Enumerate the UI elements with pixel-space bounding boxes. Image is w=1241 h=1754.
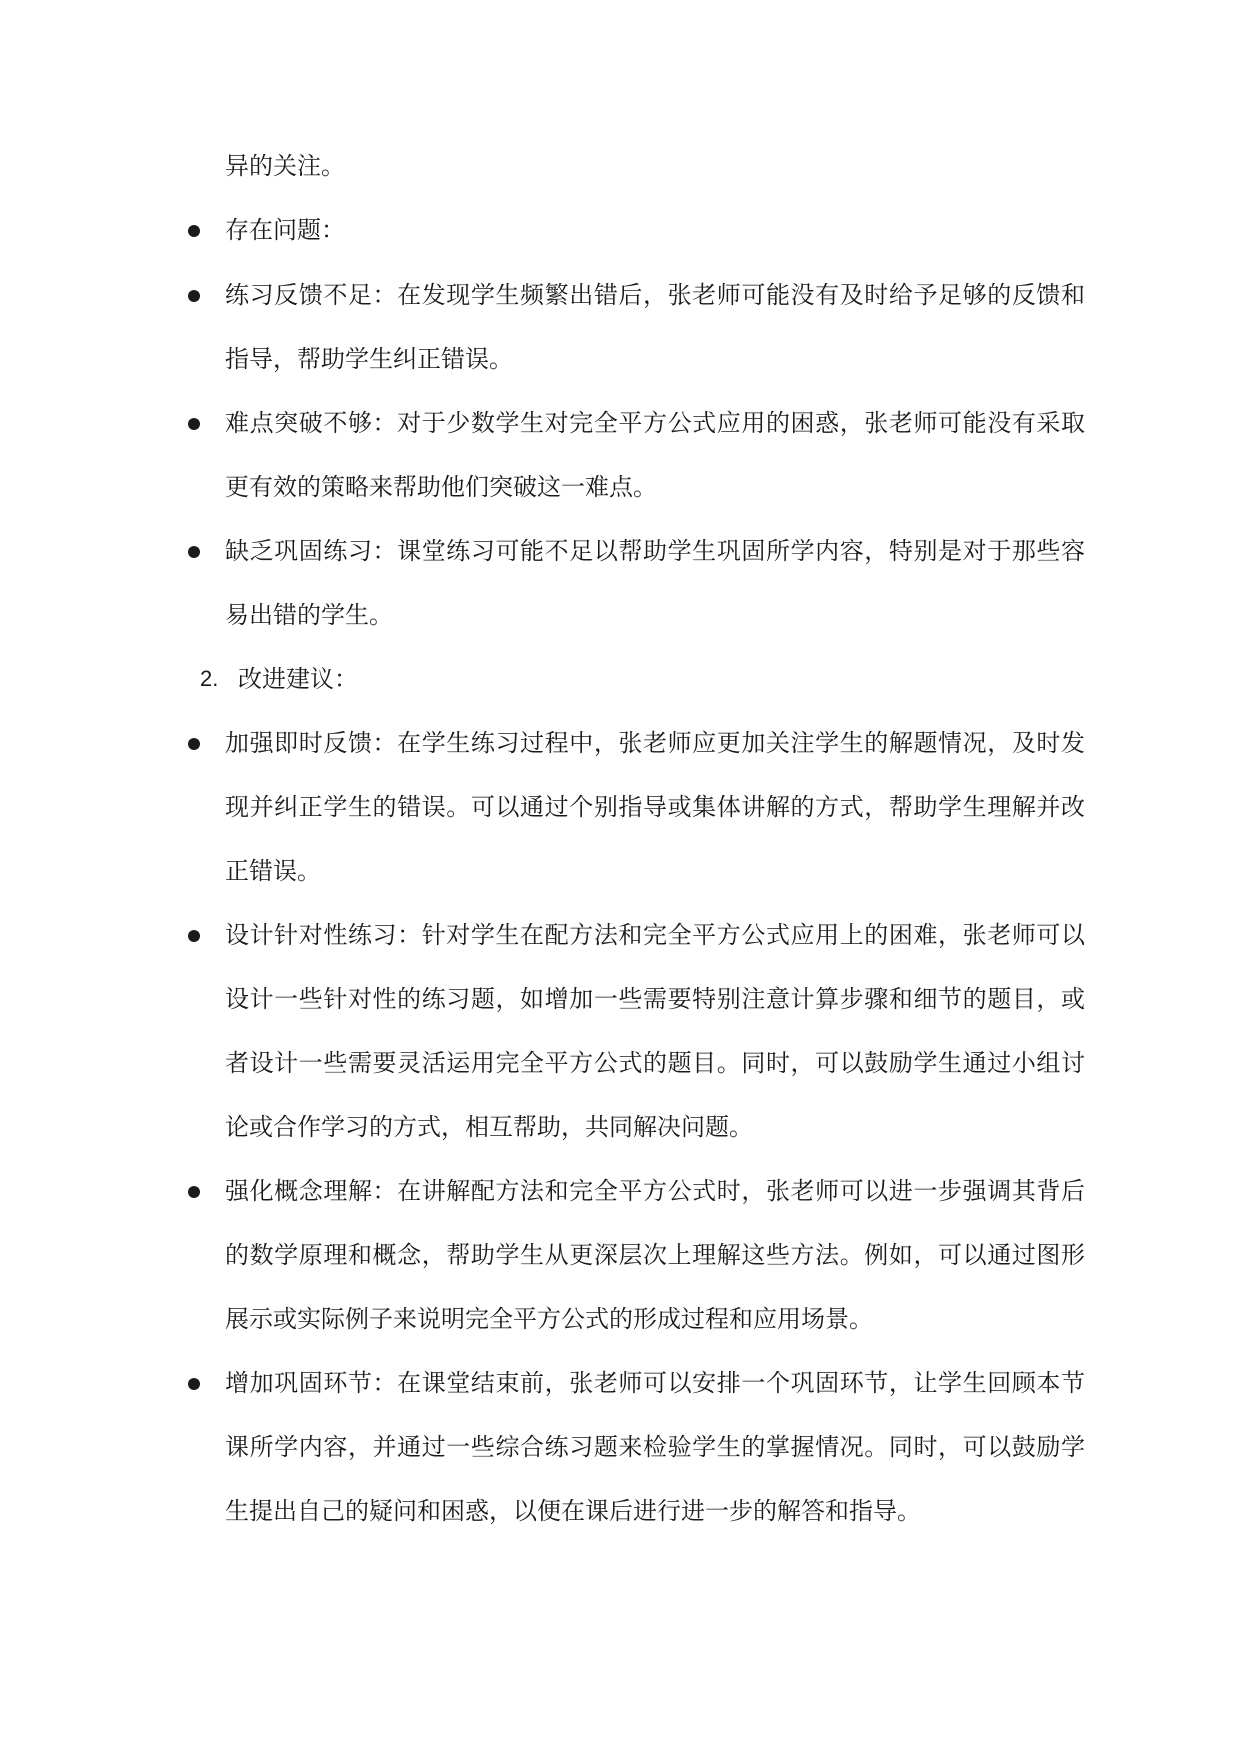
suggestion-4-line-2: 课所学内容，并通过一些综合练习题来检验学生的掌握情况。同时，可以鼓励学 bbox=[225, 1433, 1085, 1461]
bullet-icon bbox=[188, 930, 200, 942]
bullet-icon bbox=[188, 290, 200, 302]
bullet-icon bbox=[188, 738, 200, 750]
suggestion-1-line-3: 正错误。 bbox=[225, 857, 321, 885]
suggestion-2-line-2: 设计一些针对性的练习题，如增加一些需要特别注意计算步骤和细节的题目，或 bbox=[225, 985, 1085, 1013]
bullet-icon bbox=[188, 1186, 200, 1198]
continuation-text: 异的关注。 bbox=[225, 152, 345, 180]
suggestion-3-line-3: 展示或实际例子来说明完全平方公式的形成过程和应用场景。 bbox=[225, 1305, 873, 1333]
problems-heading: 存在问题： bbox=[225, 216, 345, 244]
section-2-number: 2. bbox=[200, 666, 219, 691]
bullet-icon bbox=[188, 418, 200, 430]
suggestion-1-line-1: 加强即时反馈：在学生练习过程中，张老师应更加关注学生的解题情况，及时发 bbox=[225, 729, 1085, 757]
problem-3-line-1: 缺乏巩固练习：课堂练习可能不足以帮助学生巩固所学内容，特别是对于那些容 bbox=[225, 537, 1085, 565]
suggestion-2-line-1: 设计针对性练习：针对学生在配方法和完全平方公式应用上的困难，张老师可以 bbox=[225, 921, 1085, 949]
suggestion-4-line-1: 增加巩固环节：在课堂结束前，张老师可以安排一个巩固环节，让学生回顾本节 bbox=[225, 1369, 1085, 1397]
suggestion-2-line-4: 论或合作学习的方式，相互帮助，共同解决问题。 bbox=[225, 1113, 753, 1141]
bullet-icon bbox=[188, 546, 200, 558]
suggestion-3-line-2: 的数学原理和概念，帮助学生从更深层次上理解这些方法。例如，可以通过图形 bbox=[225, 1241, 1085, 1269]
problem-2-line-2: 更有效的策略来帮助他们突破这一难点。 bbox=[225, 473, 657, 501]
suggestion-2-line-3: 者设计一些需要灵活运用完全平方公式的题目。同时，可以鼓励学生通过小组讨 bbox=[225, 1049, 1085, 1077]
suggestion-4-line-3: 生提出自己的疑问和困惑，以便在课后进行进一步的解答和指导。 bbox=[225, 1497, 921, 1525]
bullet-icon bbox=[188, 1378, 200, 1390]
problem-1-line-2: 指导，帮助学生纠正错误。 bbox=[225, 345, 513, 373]
suggestion-3-line-1: 强化概念理解：在讲解配方法和完全平方公式时，张老师可以进一步强调其背后 bbox=[225, 1177, 1085, 1205]
suggestion-1-line-2: 现并纠正学生的错误。可以通过个别指导或集体讲解的方式，帮助学生理解并改 bbox=[225, 793, 1085, 821]
problem-2-line-1: 难点突破不够：对于少数学生对完全平方公式应用的困惑，张老师可能没有采取 bbox=[225, 409, 1085, 437]
problem-3-line-2: 易出错的学生。 bbox=[225, 601, 393, 629]
section-2-title: 改进建议： bbox=[238, 665, 358, 693]
bullet-icon bbox=[188, 225, 200, 237]
problem-1-line-1: 练习反馈不足：在发现学生频繁出错后，张老师可能没有及时给予足够的反馈和 bbox=[225, 281, 1085, 309]
